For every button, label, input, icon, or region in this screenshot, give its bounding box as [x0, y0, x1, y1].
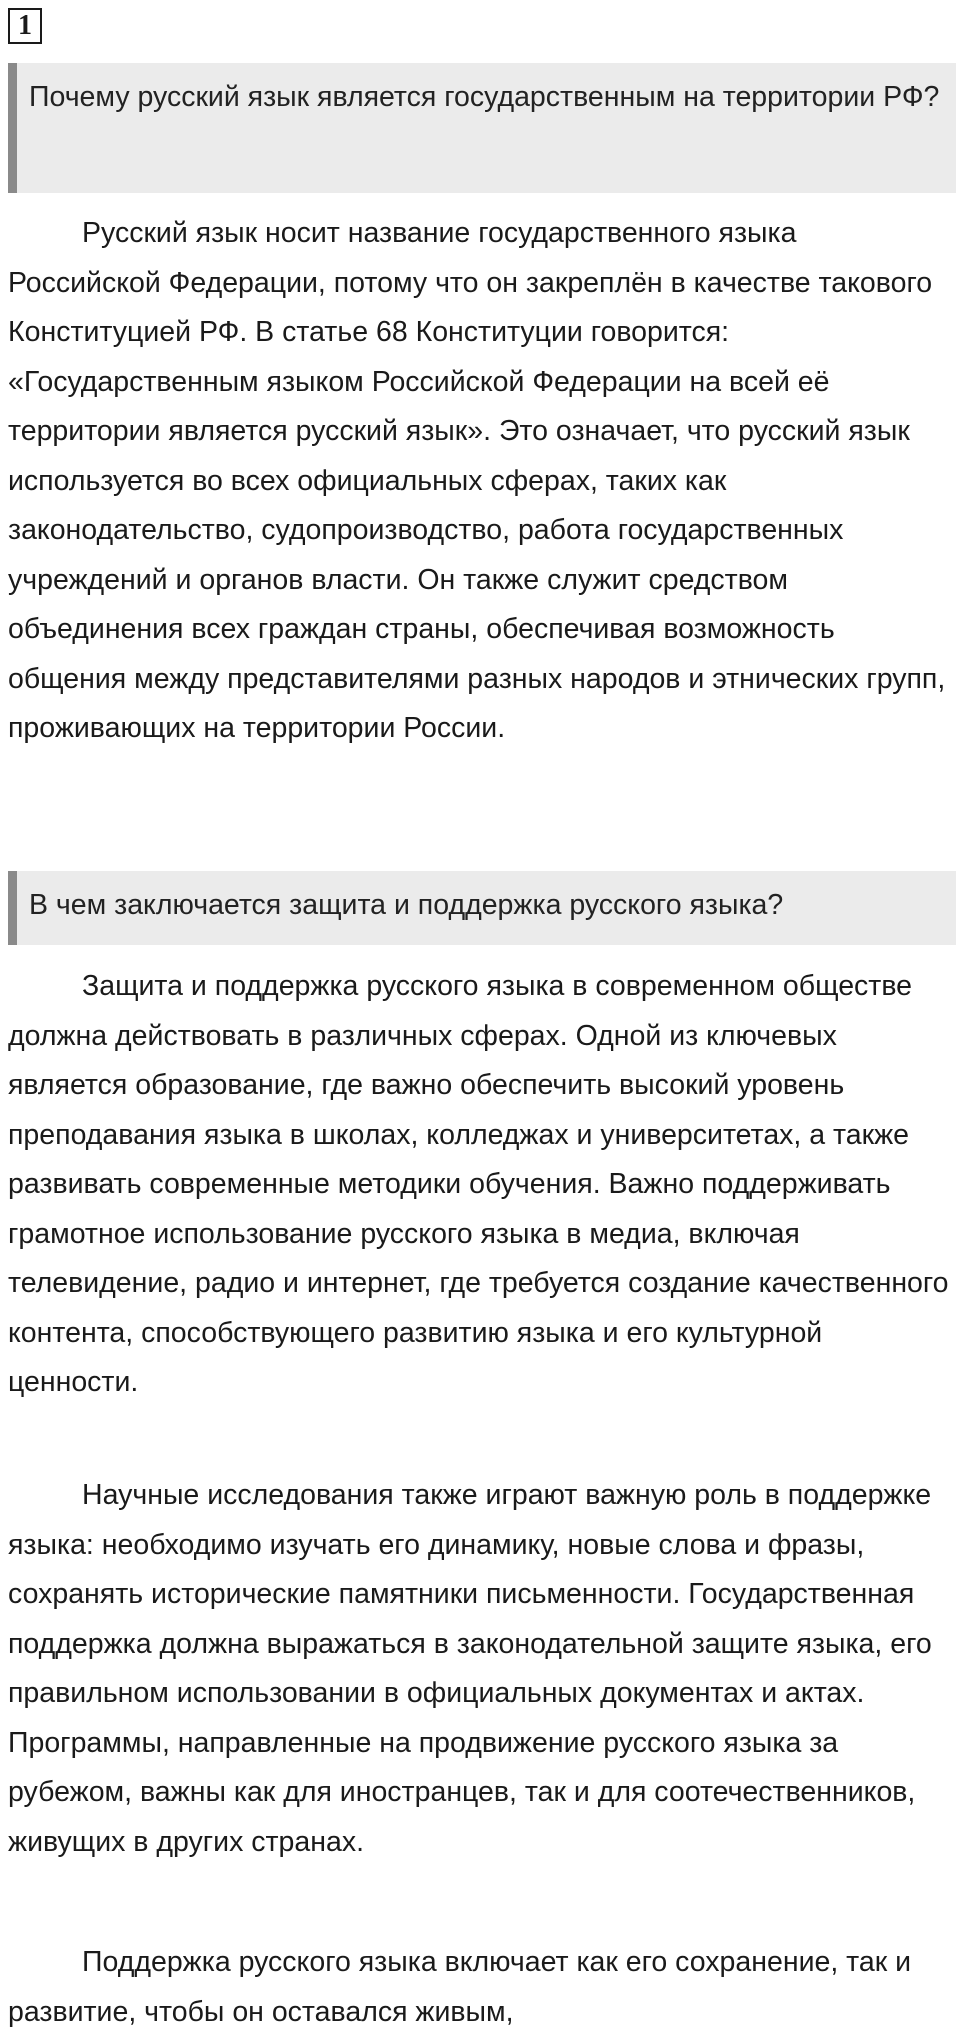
- question-heading-2: В чем заключается защита и поддержка русского языка?: [8, 871, 956, 945]
- task-number-badge: 1: [8, 8, 42, 44]
- answer-paragraph: Защита и поддержка русского языка в современном обществе должна действовать в различных сферах. Одной из ключевых является образование, где важно обеспечить высокий уровень преподавания языка в школах, колледжах и университетах, а также развивать современные методики обучения. Важно поддерживать грамотное использование русского языка в медиа, включая телевидение, радио и интернет, где требуется создание качественного контента, способствующего развитию языка и его культурной ценности.: [8, 970, 949, 1398]
- question-heading-1: Почему русский язык является государственным на территории РФ?: [8, 63, 956, 193]
- answer-paragraph: Научные исследования также играют важную роль в поддержке языка: необходимо изучать его динамику, новые слова и фразы, сохранять исторические памятники письменности. Государственная поддержка должна выражаться в законодательной защите языка, его правильном использовании в официальных документах и актах. Программы, направленные на продвижение русского языка за рубежом, важны как для иностранцев, так и для соотечественников, живущих в других странах.: [8, 1479, 932, 1858]
- answer-paragraph: Поддержка русского языка включает как его сохранение, так и развитие, чтобы он оставался живым,: [8, 1946, 912, 2028]
- answer-paragraph: Русский язык носит название государственного языка Российской Федерации, потому что он закреплён в качестве такового Конституцией РФ. В статье 68 Конституции говорится: «Государственным языком Российской Федерации на всей её территории является русский язык». Это означает, что русский язык используется во всех официальных сферах, таких как законодательство, судопроизводство, работа государственных учреждений и органов власти. Он также служит средством объединения всех граждан страны, обеспечивая возможность общения между представителями разных народов и этнических групп, проживающих на территории России.: [8, 217, 946, 744]
